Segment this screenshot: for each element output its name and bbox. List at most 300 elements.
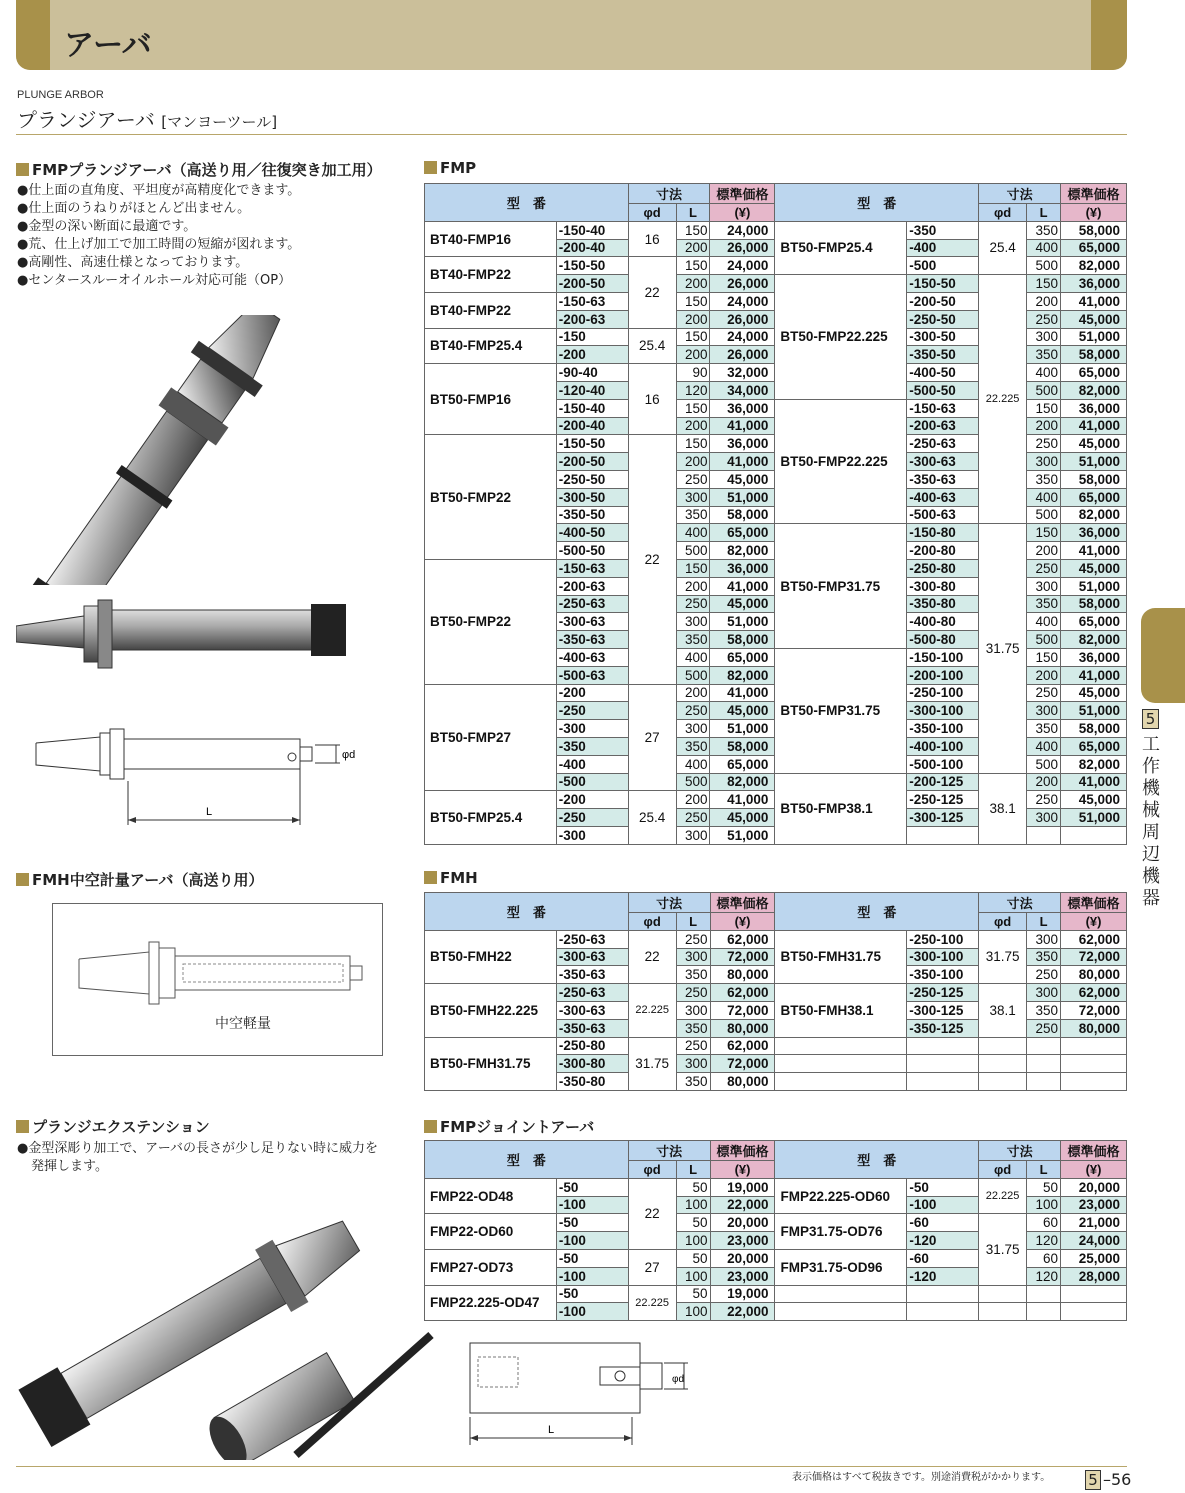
bullet: ●金型の深い断面に最適です。 — [17, 219, 197, 234]
price-cell: 32,000 — [710, 364, 775, 382]
section-joint-table-title: FMPジョイントアーバ — [440, 1118, 595, 1136]
model-cell: BT50-FMH22 — [425, 930, 557, 983]
length-cell: 300 — [1027, 930, 1061, 948]
length-cell: 200 — [1027, 666, 1061, 684]
table-cell-empty — [775, 1285, 907, 1303]
table-cell-empty — [1027, 1303, 1061, 1321]
col-header-yen: (¥) — [1061, 913, 1127, 931]
code-cell: -150-63 — [556, 559, 628, 577]
length-cell: 250 — [1027, 435, 1061, 453]
col-header-L: L — [1027, 913, 1061, 931]
fmh-caption: 中空軽量 — [215, 1016, 271, 1032]
code-cell: -250-50 — [907, 310, 979, 328]
length-cell: 200 — [1027, 542, 1061, 560]
col-header-phid: φd — [979, 913, 1027, 931]
code-cell: -150-50 — [556, 435, 628, 453]
bullet: ●センタースルーオイルホール対応可能（OP） — [17, 273, 292, 288]
col-header-model: 型 番 — [775, 1141, 979, 1179]
fmp-arbor-side-photo — [16, 598, 356, 673]
table-row — [425, 1037, 1127, 1055]
price-cell: 24,000 — [710, 292, 775, 310]
col-header-model: 型 番 — [775, 893, 979, 931]
price-cell: 72,000 — [710, 1001, 775, 1019]
price-cell: 65,000 — [710, 755, 775, 773]
price-cell: 36,000 — [710, 399, 775, 417]
length-cell: 200 — [676, 417, 710, 435]
code-cell: -200-63 — [556, 577, 628, 595]
model-cell: FMP27-OD73 — [425, 1249, 557, 1285]
code-cell: -200-80 — [907, 542, 979, 560]
code-cell: -250-63 — [556, 930, 628, 948]
price-cell: 62,000 — [1061, 930, 1127, 948]
diameter-cell: 22.225 — [628, 1285, 676, 1321]
code-cell: -50 — [556, 1249, 628, 1267]
model-cell: BT50-FMP25.4 — [775, 221, 907, 274]
table-cell-empty — [1061, 1285, 1127, 1303]
diameter-cell: 31.75 — [979, 1214, 1027, 1285]
code-cell: -300-50 — [556, 488, 628, 506]
col-header-L: L — [676, 913, 710, 931]
table-row — [425, 1285, 1127, 1303]
length-cell: 60 — [1027, 1249, 1061, 1267]
fmh-diagram-box — [52, 903, 383, 1056]
table-cell-empty — [775, 1055, 907, 1073]
code-cell: -300 — [556, 720, 628, 738]
bullet: ●高剛性、高速仕様となっております。 — [17, 255, 249, 270]
price-cell: 22,000 — [710, 1303, 775, 1321]
col-header-model: 型 番 — [425, 1141, 629, 1179]
code-cell: -400-63 — [907, 488, 979, 506]
length-cell: 50 — [676, 1214, 710, 1232]
length-cell: 60 — [1027, 1214, 1061, 1232]
price-cell: 41,000 — [1061, 292, 1127, 310]
price-cell: 20,000 — [710, 1214, 775, 1232]
price-cell: 36,000 — [710, 559, 775, 577]
table-header-row — [425, 184, 1127, 204]
price-cell: 82,000 — [710, 542, 775, 560]
code-cell: -350 — [556, 737, 628, 755]
code-cell: -300-63 — [556, 1001, 628, 1019]
code-cell: -250-125 — [907, 984, 979, 1002]
bullet: ●仕上面のうねりがほとんど出ません。 — [17, 201, 251, 216]
price-cell: 51,000 — [710, 720, 775, 738]
price-cell: 45,000 — [1061, 435, 1127, 453]
code-cell — [907, 826, 979, 844]
price-cell: 51,000 — [710, 488, 775, 506]
model-cell: BT40-FMP16 — [425, 221, 557, 257]
code-cell: -120 — [907, 1232, 979, 1250]
price-cell: 80,000 — [710, 1073, 775, 1091]
dim-label-L: L — [206, 806, 213, 818]
price-cell: 58,000 — [1061, 346, 1127, 364]
price-cell: 51,000 — [1061, 328, 1127, 346]
length-cell: 200 — [676, 239, 710, 257]
code-cell: -150-50 — [556, 257, 628, 275]
length-cell: 500 — [676, 773, 710, 791]
model-cell: FMP31.75-OD76 — [775, 1214, 907, 1250]
length-cell: 90 — [676, 364, 710, 382]
price-cell: 51,000 — [1061, 577, 1127, 595]
chapter-number: 5 — [1142, 709, 1159, 729]
joint-price-table — [424, 1140, 1127, 1321]
length-cell: 300 — [676, 1055, 710, 1073]
model-cell: FMP22-OD48 — [425, 1178, 557, 1214]
price-cell: 65,000 — [710, 648, 775, 666]
price-cell: 45,000 — [1061, 310, 1127, 328]
price-cell: 22,000 — [710, 1196, 775, 1214]
length-cell: 50 — [1027, 1178, 1061, 1196]
length-cell: 350 — [1027, 1001, 1061, 1019]
price-cell: 24,000 — [1061, 1232, 1127, 1250]
price-cell — [1061, 826, 1127, 844]
model-cell: FMP22-OD60 — [425, 1214, 557, 1250]
length-cell: 250 — [1027, 684, 1061, 702]
model-cell: BT50-FMH31.75 — [425, 1037, 557, 1090]
col-header-L: L — [1027, 204, 1061, 222]
price-cell: 34,000 — [710, 381, 775, 399]
price-cell: 82,000 — [1061, 755, 1127, 773]
price-cell: 51,000 — [710, 613, 775, 631]
length-cell: 150 — [1027, 648, 1061, 666]
table-row — [425, 984, 1127, 1002]
length-cell: 250 — [676, 702, 710, 720]
diameter-cell: 22.225 — [979, 275, 1027, 524]
table-cell-empty — [775, 1037, 907, 1055]
length-cell: 500 — [1027, 381, 1061, 399]
diameter-cell: 22 — [628, 257, 676, 328]
length-cell: 500 — [676, 542, 710, 560]
table-cell-empty — [1061, 1055, 1127, 1073]
code-cell: -100 — [556, 1196, 628, 1214]
length-cell: 250 — [1027, 1019, 1061, 1037]
table-header-row — [425, 1141, 1127, 1161]
price-cell: 41,000 — [1061, 417, 1127, 435]
price-cell: 80,000 — [1061, 966, 1127, 984]
length-cell: 200 — [676, 577, 710, 595]
code-cell: -300-63 — [556, 613, 628, 631]
price-cell: 25,000 — [1061, 1249, 1127, 1267]
length-cell: 350 — [676, 1019, 710, 1037]
length-cell: 400 — [1027, 613, 1061, 631]
table-row — [425, 221, 1127, 239]
table-cell-empty — [1027, 1285, 1061, 1303]
code-cell: -50 — [907, 1178, 979, 1196]
length-cell: 500 — [1027, 506, 1061, 524]
section-flange-ext-title: プランジエクステンション — [32, 1118, 210, 1136]
price-cell: 72,000 — [1061, 1001, 1127, 1019]
table-cell-empty — [979, 1055, 1027, 1073]
table-row — [425, 1178, 1127, 1196]
length-cell: 200 — [1027, 417, 1061, 435]
col-header-price: 標準価格 — [1061, 184, 1127, 204]
code-cell: -400 — [556, 755, 628, 773]
code-cell: -250-100 — [907, 684, 979, 702]
length-cell: 300 — [1027, 453, 1061, 471]
code-cell: -350 — [907, 221, 979, 239]
diameter-cell: 25.4 — [979, 221, 1027, 274]
col-header-phid: φd — [628, 913, 676, 931]
price-cell: 24,000 — [710, 257, 775, 275]
code-cell: -200 — [556, 346, 628, 364]
diameter-cell: 22.225 — [979, 1178, 1027, 1214]
table-header-row — [425, 893, 1127, 913]
model-cell: BT50-FMP25.4 — [425, 791, 557, 844]
section-marker — [16, 873, 29, 886]
length-cell: 250 — [1027, 559, 1061, 577]
col-header-dim: 寸法 — [628, 893, 710, 913]
model-cell: BT50-FMP22 — [425, 559, 557, 684]
code-cell: -200-100 — [907, 666, 979, 684]
table-cell-empty — [907, 1073, 979, 1091]
table-cell-empty — [979, 1073, 1027, 1091]
price-cell: 26,000 — [710, 239, 775, 257]
price-cell: 82,000 — [1061, 506, 1127, 524]
page-number — [1085, 1470, 1131, 1490]
diameter-cell: 38.1 — [979, 984, 1027, 1037]
length-cell: 100 — [676, 1232, 710, 1250]
code-cell: -100 — [556, 1303, 628, 1321]
length-cell: 200 — [676, 346, 710, 364]
code-cell: -150-40 — [556, 399, 628, 417]
price-cell: 19,000 — [710, 1285, 775, 1303]
code-cell: -350-80 — [907, 595, 979, 613]
price-cell: 24,000 — [710, 328, 775, 346]
length-cell: 150 — [676, 399, 710, 417]
extension-photo — [16, 1180, 436, 1460]
footer-note: 表示価格はすべて税抜きです。別途消費税がかかります。 — [792, 1472, 1051, 1483]
price-cell: 82,000 — [1061, 631, 1127, 649]
code-cell: -350-100 — [907, 966, 979, 984]
code-cell: -300-125 — [907, 809, 979, 827]
subtitle-en: PLUNGE ARBOR — [17, 89, 104, 101]
section-fmp-arbor-title: FMPプランジアーバ（高送り用／往復突き加工用） — [32, 161, 382, 179]
section-fmh-arbor-title: FMH中空計量アーバ（高送り用） — [32, 871, 264, 889]
fmh-price-table — [424, 892, 1127, 1091]
code-cell: -200-125 — [907, 773, 979, 791]
price-cell: 65,000 — [1061, 364, 1127, 382]
model-cell: BT50-FMP38.1 — [775, 773, 907, 844]
length-cell: 250 — [676, 809, 710, 827]
code-cell: -350-50 — [907, 346, 979, 364]
price-cell: 23,000 — [1061, 1196, 1127, 1214]
code-cell: -50 — [556, 1285, 628, 1303]
header-tab-right — [1091, 0, 1127, 70]
length-cell: 150 — [1027, 275, 1061, 293]
col-header-dim: 寸法 — [979, 893, 1061, 913]
diameter-cell: 27 — [628, 684, 676, 791]
price-cell: 58,000 — [1061, 595, 1127, 613]
price-cell: 19,000 — [710, 1178, 775, 1196]
bullet: ●荒、仕上げ加工で加工時間の短縮が図れます。 — [17, 237, 301, 252]
price-cell: 45,000 — [1061, 559, 1127, 577]
length-cell: 500 — [1027, 257, 1061, 275]
code-cell: -400 — [907, 239, 979, 257]
section-joint-table — [424, 1116, 594, 1137]
col-header-dim: 寸法 — [628, 184, 710, 204]
code-cell: -200-50 — [556, 275, 628, 293]
diameter-cell: 22 — [628, 930, 676, 983]
length-cell: 200 — [1027, 292, 1061, 310]
length-cell: 250 — [1027, 791, 1061, 809]
section-fmh-arbor — [16, 869, 264, 890]
length-cell: 350 — [1027, 221, 1061, 239]
price-cell: 41,000 — [710, 453, 775, 471]
section-marker — [424, 1120, 437, 1133]
model-cell: FMP22.225-OD47 — [425, 1285, 557, 1321]
length-cell: 400 — [676, 648, 710, 666]
model-cell: BT50-FMP31.75 — [775, 648, 907, 773]
code-cell: -500-63 — [907, 506, 979, 524]
length-cell: 400 — [676, 755, 710, 773]
length-cell: 300 — [1027, 702, 1061, 720]
length-cell: 200 — [676, 275, 710, 293]
price-cell: 62,000 — [710, 1037, 775, 1055]
length-cell: 350 — [1027, 470, 1061, 488]
code-cell: -500-50 — [556, 542, 628, 560]
code-cell: -120-40 — [556, 381, 628, 399]
table-cell-empty — [979, 1037, 1027, 1055]
col-header-yen: (¥) — [1061, 204, 1127, 222]
code-cell: -250-50 — [556, 470, 628, 488]
length-cell: 350 — [1027, 948, 1061, 966]
length-cell: 300 — [1027, 577, 1061, 595]
code-cell: -100 — [556, 1232, 628, 1250]
price-cell: 58,000 — [1061, 221, 1127, 239]
price-cell: 20,000 — [1061, 1178, 1127, 1196]
price-cell: 51,000 — [1061, 809, 1127, 827]
length-cell: 400 — [1027, 364, 1061, 382]
length-cell: 300 — [676, 1001, 710, 1019]
price-cell: 41,000 — [710, 791, 775, 809]
code-cell: -100 — [556, 1267, 628, 1285]
price-cell: 26,000 — [710, 310, 775, 328]
code-cell: -350-63 — [556, 966, 628, 984]
col-header-price: 標準価格 — [1061, 893, 1127, 913]
subtitle-maker: [マンヨーツール] — [161, 113, 278, 131]
table-row — [425, 930, 1127, 948]
col-header-dim: 寸法 — [979, 1141, 1061, 1161]
price-cell: 82,000 — [710, 666, 775, 684]
section-fmp-arbor — [16, 159, 382, 180]
code-cell: -200-50 — [556, 453, 628, 471]
price-cell: 51,000 — [710, 826, 775, 844]
table-cell-empty — [907, 1055, 979, 1073]
code-cell: -250-125 — [907, 791, 979, 809]
col-header-L: L — [676, 1161, 710, 1179]
page-header-band — [16, 0, 1127, 70]
col-header-L: L — [1027, 1161, 1061, 1179]
fmp-bullets — [17, 182, 300, 290]
table-cell-empty — [1061, 1303, 1127, 1321]
length-cell: 400 — [676, 524, 710, 542]
length-cell: 100 — [1027, 1196, 1061, 1214]
model-cell: BT50-FMP22.225 — [775, 275, 907, 400]
length-cell: 250 — [1027, 310, 1061, 328]
model-cell: BT40-FMP22 — [425, 257, 557, 293]
col-header-model: 型 番 — [425, 184, 629, 222]
joint-dim-d: φd — [672, 1374, 685, 1385]
code-cell: -350-100 — [907, 720, 979, 738]
footer-divider — [16, 1466, 1127, 1467]
col-header-phid: φd — [628, 204, 676, 222]
price-cell: 80,000 — [1061, 1019, 1127, 1037]
table-cell-empty — [1061, 1037, 1127, 1055]
model-cell: BT40-FMP22 — [425, 292, 557, 328]
diameter-cell: 22 — [628, 1178, 676, 1249]
code-cell: -300-63 — [556, 948, 628, 966]
code-cell: -150-50 — [907, 275, 979, 293]
col-header-phid: φd — [979, 1161, 1027, 1179]
length-cell: 50 — [676, 1249, 710, 1267]
code-cell: -200-40 — [556, 417, 628, 435]
section-fmp-table — [424, 159, 476, 177]
length-cell: 300 — [676, 948, 710, 966]
length-cell: 500 — [1027, 755, 1061, 773]
code-cell: -150-40 — [556, 221, 628, 239]
code-cell: -250 — [556, 702, 628, 720]
price-cell: 65,000 — [1061, 488, 1127, 506]
price-cell: 72,000 — [710, 948, 775, 966]
col-header-dim: 寸法 — [628, 1141, 710, 1161]
table-cell-empty — [979, 1303, 1027, 1321]
code-cell: -200 — [556, 684, 628, 702]
code-cell: -150 — [556, 328, 628, 346]
length-cell: 300 — [676, 488, 710, 506]
col-header-dim: 寸法 — [979, 184, 1061, 204]
col-header-yen: (¥) — [710, 913, 775, 931]
diameter-cell: 31.75 — [979, 930, 1027, 983]
price-cell: 28,000 — [1061, 1267, 1127, 1285]
code-cell: -120 — [907, 1267, 979, 1285]
code-cell: -400-63 — [556, 648, 628, 666]
length-cell: 200 — [1027, 773, 1061, 791]
length-cell: 150 — [676, 435, 710, 453]
length-cell: 300 — [676, 826, 710, 844]
length-cell: 100 — [676, 1267, 710, 1285]
dim-label-d: φd — [342, 749, 356, 761]
header-tab-left — [16, 0, 50, 70]
price-cell: 45,000 — [1061, 791, 1127, 809]
length-cell: 250 — [676, 595, 710, 613]
table-cell-empty — [775, 1303, 907, 1321]
price-cell: 51,000 — [1061, 702, 1127, 720]
length-cell: 300 — [1027, 984, 1061, 1002]
diameter-cell: 27 — [628, 1249, 676, 1285]
joint-dim-L: L — [548, 1424, 555, 1436]
price-cell: 26,000 — [710, 275, 775, 293]
code-cell: -500 — [907, 257, 979, 275]
price-cell: 58,000 — [1061, 720, 1127, 738]
length-cell: 350 — [1027, 595, 1061, 613]
code-cell: -500-80 — [907, 631, 979, 649]
price-cell: 82,000 — [1061, 381, 1127, 399]
model-cell: BT50-FMP22 — [425, 435, 557, 560]
section-marker — [16, 1120, 29, 1133]
price-cell: 36,000 — [1061, 648, 1127, 666]
price-cell: 45,000 — [710, 702, 775, 720]
length-cell: 300 — [676, 720, 710, 738]
price-cell: 45,000 — [710, 809, 775, 827]
length-cell: 500 — [1027, 631, 1061, 649]
subtitle-jp-text: プランジアーバ — [17, 108, 155, 132]
section-marker — [16, 163, 29, 176]
length-cell: 350 — [676, 631, 710, 649]
price-cell: 82,000 — [710, 773, 775, 791]
price-cell: 65,000 — [1061, 737, 1127, 755]
length-cell: 250 — [676, 930, 710, 948]
diameter-cell: 16 — [628, 364, 676, 435]
code-cell: -250-80 — [556, 1037, 628, 1055]
